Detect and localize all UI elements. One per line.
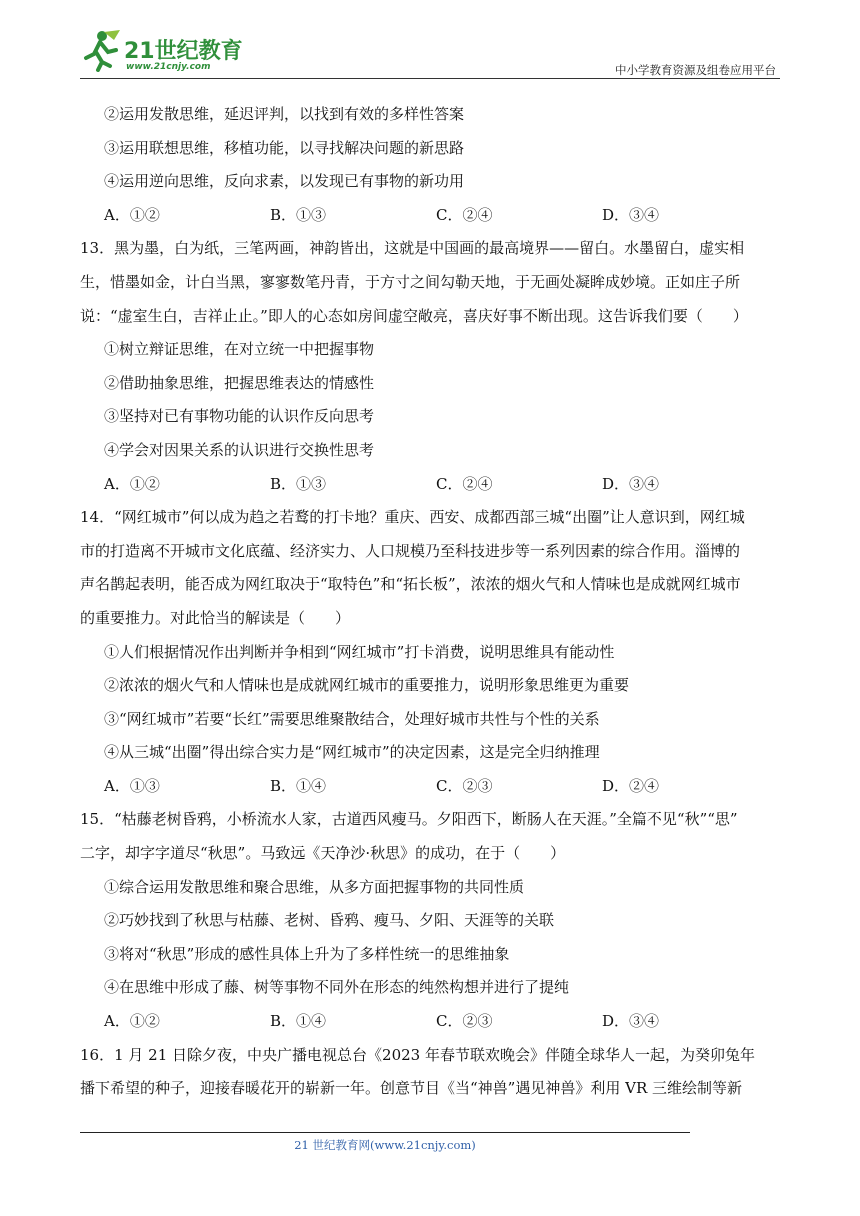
answer-choice[interactable]: D．③④: [602, 205, 660, 224]
runner-icon: [80, 28, 124, 72]
answer-choice[interactable]: B．①④: [270, 776, 327, 795]
statement-option: ①人们根据情况作出判断并争相到“网红城市”打卡消费，说明思维具有能动性: [104, 642, 615, 661]
answer-choice[interactable]: B．①③: [270, 205, 327, 224]
answer-choice[interactable]: B．①③: [270, 474, 327, 493]
question-text: 生，惜墨如金，计白当黑，寥寥数笔丹青，于方寸之间勾勒天地，于无画处凝眸成妙境。正如庄子所: [80, 272, 741, 291]
answer-choice[interactable]: D．②④: [602, 776, 660, 795]
question-text: 的重要推力。对此恰当的解读是（ ）: [80, 608, 351, 627]
question-text: 16．1 月 21 日除夕夜，中央广播电视总台《2023 年春节联欢晚会》伴随全球华人一起，为癸卯兔年: [80, 1045, 755, 1064]
answer-choice[interactable]: C．②④: [436, 474, 493, 493]
statement-option: ③“网红城市”若要“长红”需要思维聚散结合，处理好城市共性与个性的关系: [104, 709, 600, 728]
question-text: 市的打造离不开城市文化底蕴、经济实力、人口规模乃至科技进步等一系列因素的综合作用。淄博的: [80, 541, 741, 560]
answer-choices: [80, 1005, 780, 1039]
question-text: 二字，却字字道尽“秋思”。马致远《天净沙·秋思》的成功，在于（ ）: [80, 844, 566, 863]
statement-option: ②运用发散思维，延迟评判，以找到有效的多样性答案: [104, 105, 465, 123]
answer-choices: [80, 770, 780, 804]
statement-option: ④学会对因果关系的认识进行交换性思考: [104, 440, 375, 459]
platform-tagline: 中小学教育资源及组卷应用平台: [615, 63, 776, 77]
footer-divider: [80, 1132, 690, 1133]
statement-option: ④运用逆向思维，反向求素，以发现已有事物的新功用: [104, 172, 465, 191]
page-footer: 21 世纪教育网(www.21cnjy.com): [294, 1138, 476, 1152]
question-text: 说：“虚室生白，吉祥止止。”即人的心态如房间虚空敞亮，喜庆好事不断出现。这告诉我们要（ ）: [80, 306, 748, 325]
exam-content: [80, 98, 780, 1106]
answer-choices: [80, 199, 780, 233]
answer-choice[interactable]: A．①②: [104, 474, 160, 493]
site-logo: [80, 28, 250, 76]
answer-choice[interactable]: B．①④: [270, 1012, 327, 1031]
answer-choice[interactable]: A．①②: [104, 1012, 160, 1031]
logo-url: www.21cnjy.com: [126, 62, 211, 72]
answer-choice[interactable]: D．③④: [602, 474, 660, 493]
statement-option: ①树立辩证思维，在对立统一中把握事物: [104, 340, 375, 359]
logo-text: 21世纪教育: [124, 39, 243, 64]
statement-option: ④在思维中形成了藤、树等事物不同外在形态的纯然构想并进行了提纯: [104, 978, 570, 997]
header-divider: [80, 78, 780, 79]
statement-option: ①综合运用发散思维和聚合思维，从多方面把握事物的共同性质: [104, 877, 525, 896]
statement-option: ③坚持对已有事物功能的认识作反向思考: [104, 407, 375, 426]
answer-choice[interactable]: C．②④: [436, 205, 493, 224]
statement-option: ②巧妙找到了秋思与枯藤、老树、昏鸦、瘦马、夕阳、天涯等的关联: [104, 911, 555, 930]
answer-choice[interactable]: C．②③: [436, 776, 493, 795]
question-text: 15．“枯藤老树昏鸦，小桥流水人家，古道西风瘦马。夕阳西下，断肠人在天涯。”全篇不见“秋”“思”: [80, 810, 738, 829]
answer-choices: [80, 468, 780, 502]
statement-option: ④从三城“出圈”得出综合实力是“网红城市”的决定因素，这是完全归纳推理: [104, 743, 600, 762]
statement-option: ②借助抽象思维，把握思维表达的情感性: [104, 373, 375, 392]
question-text: 13．黑为墨，白为纸，三笔两画，神韵皆出，这就是中国画的最高境界——留白。水墨留白，虚实相: [80, 239, 745, 258]
question-text: 声名鹊起表明，能否成为网红取决于“取特色”和“拓长板”，浓浓的烟火气和人情味也是成就网红城市: [80, 575, 741, 594]
question-text: 14．“网红城市”何以成为趋之若鹜的打卡地？重庆、西安、成都西部三城“出圈”让人意识到，网红城: [80, 508, 745, 527]
statement-option: ③将对“秋思”形成的感性具体上升为了多样性统一的思维抽象: [104, 944, 510, 963]
statement-option: ③运用联想思维，移植功能，以寻找解决问题的新思路: [104, 138, 465, 157]
page-header: [80, 28, 780, 82]
answer-choice[interactable]: C．②③: [436, 1012, 493, 1031]
answer-choice[interactable]: D．③④: [602, 1012, 660, 1031]
statement-option: ②浓浓的烟火气和人情味也是成就网红城市的重要推力，说明形象思维更为重要: [104, 676, 630, 695]
question-text: 播下希望的种子，迎接春暖花开的崭新一年。创意节目《当“神兽”遇见神兽》利用 VR 三维绘制等新: [80, 1079, 743, 1098]
answer-choice[interactable]: A．①③: [104, 776, 160, 795]
answer-choice[interactable]: A．①②: [104, 205, 160, 224]
